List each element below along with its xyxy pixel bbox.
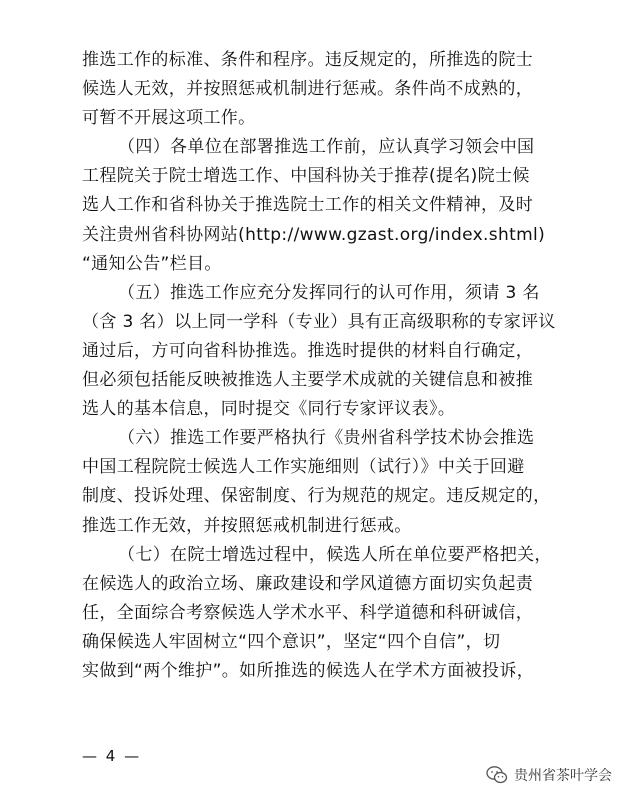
text-line: 中国工程院院士候选人工作实施细则（试行）》中关于回避 xyxy=(82,457,525,478)
text-line: 选人的基本信息，同时提交《同行专家评议表》。 xyxy=(82,399,456,420)
text-line: “通知公告”栏目。 xyxy=(82,253,222,274)
text-line: 实做到“两个维护”。如所推选的候选人在学术方面被投诉， xyxy=(82,660,535,681)
text-line: 推选工作的标准、条件和程序。违反规定的，所推选的院士 xyxy=(82,50,534,70)
text-line: 确保候选人牢固树立“四个意识”，坚定“四个自信”，切 xyxy=(82,631,501,652)
text-line: 但必须包括能反映被推选人主要学术成就的关键信息和被推 xyxy=(82,370,534,391)
paragraph-5-start: （五）推选工作应充分发挥同行的认可作用，须请 3 名 xyxy=(118,282,540,303)
text-line: 工程院关于院士增选工作、中国科协关于推荐(提名)院士候 xyxy=(82,166,530,187)
paragraph-7-start: （七）在院士增选过程中，候选人所在单位要严格把关， xyxy=(118,544,552,565)
text-line: 选人工作和省科协关于推选院士工作的相关文件精神，及时 xyxy=(82,195,534,216)
document-body xyxy=(82,46,582,686)
paragraph-6-start: （六）推选工作要严格执行《贵州省科学技术协会推选 xyxy=(118,428,535,449)
text-line: （含 3 名）以上同一学科（专业）具有正高级职称的专家评议 xyxy=(82,311,556,332)
text-line: 候选人无效，并按照惩戒机制进行惩戒。条件尚不成熟的， xyxy=(82,79,534,100)
watermark xyxy=(486,765,612,785)
text-line: 在候选人的政治立场、廉政建设和学风道德方面切实负起责 xyxy=(82,573,534,594)
url-line: 关注贵州省科协网站(http://www.gzast.org/index.shtml) xyxy=(82,224,546,245)
page-number: — 4 — xyxy=(82,747,142,765)
text-line: 通过后，方可向省科协推选。推选时提供的材料自行确定， xyxy=(82,340,534,361)
paragraph-4-start: （四）各单位在部署推选工作前，应认真学习领会中国 xyxy=(118,137,535,158)
text-line: 制度、投诉处理、保密制度、行为规范的规定。违反规定的， xyxy=(82,486,551,507)
text-line: 可暂不开展这项工作。 xyxy=(82,108,256,129)
watermark-text: 贵州省茶叶学会 xyxy=(514,768,612,784)
text-line: 推选工作无效，并按照惩戒机制进行惩戒。 xyxy=(82,515,412,536)
text-line: 任，全面综合考察候选人学术水平、科学道德和科研诚信， xyxy=(82,602,534,623)
wechat-icon xyxy=(486,765,508,785)
